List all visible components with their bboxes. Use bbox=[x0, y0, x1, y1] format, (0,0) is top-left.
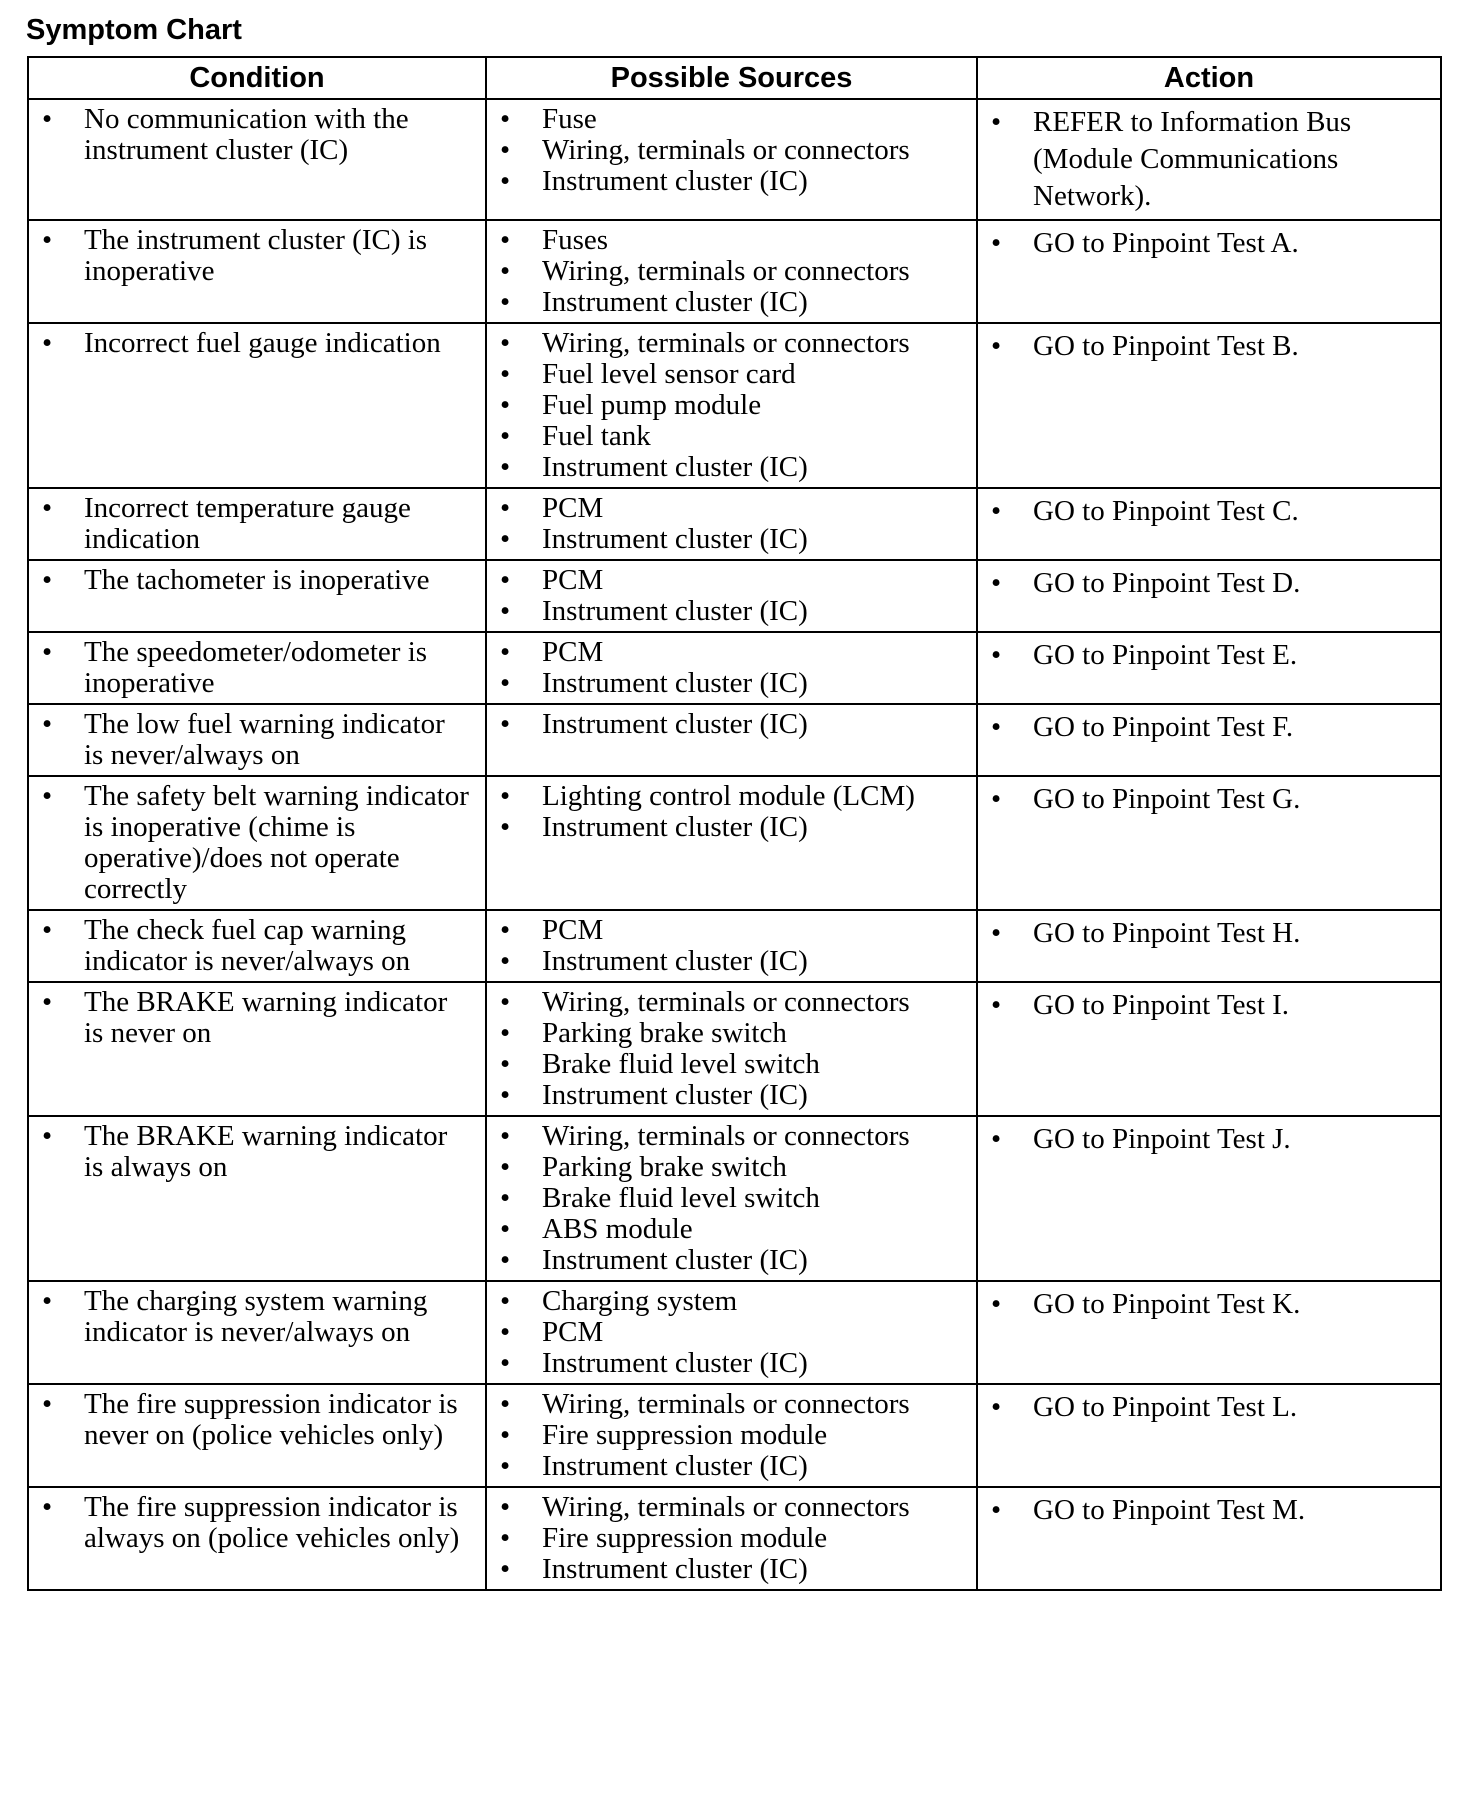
condition-text: • The low fuel warning indicator is never/always on bbox=[29, 709, 471, 771]
condition-text: • Incorrect temperature gauge indication bbox=[29, 493, 471, 555]
source-item: • Instrument cluster (IC) bbox=[487, 596, 962, 627]
action-cell bbox=[977, 323, 1441, 488]
table-row bbox=[28, 99, 1441, 220]
condition-cell bbox=[28, 1116, 486, 1281]
action-cell bbox=[977, 220, 1441, 323]
action-text: • GO to Pinpoint Test K. bbox=[978, 1286, 1426, 1323]
possible-sources-cell bbox=[486, 1487, 977, 1590]
action-text: • GO to Pinpoint Test M. bbox=[978, 1492, 1426, 1529]
possible-sources-cell bbox=[486, 632, 977, 704]
possible-sources-cell bbox=[486, 704, 977, 776]
table-row bbox=[28, 632, 1441, 704]
condition-text: • The fire suppression indicator is never on (police vehicles only) bbox=[29, 1389, 471, 1451]
table-row bbox=[28, 910, 1441, 982]
action-text: • GO to Pinpoint Test D. bbox=[978, 565, 1426, 602]
source-item: • Instrument cluster (IC) bbox=[487, 668, 962, 699]
condition-text: • No communication with the instrument cluster (IC) bbox=[29, 104, 471, 166]
action-text: • GO to Pinpoint Test H. bbox=[978, 915, 1426, 952]
action-cell bbox=[977, 1384, 1441, 1487]
source-item: • Fire suppression module bbox=[487, 1523, 962, 1554]
source-item: • Charging system bbox=[487, 1286, 962, 1317]
condition-text: • The fire suppression indicator is always on (police vehicles only) bbox=[29, 1492, 471, 1554]
condition-cell bbox=[28, 99, 486, 220]
table-row bbox=[28, 982, 1441, 1116]
possible-sources-cell bbox=[486, 560, 977, 632]
condition-cell bbox=[28, 1384, 486, 1487]
condition-cell bbox=[28, 632, 486, 704]
condition-cell bbox=[28, 1487, 486, 1590]
condition-cell bbox=[28, 910, 486, 982]
source-item: • Instrument cluster (IC) bbox=[487, 166, 962, 197]
action-cell bbox=[977, 910, 1441, 982]
action-text: • GO to Pinpoint Test B. bbox=[978, 328, 1426, 365]
source-item: • Instrument cluster (IC) bbox=[487, 1451, 962, 1482]
source-item: • Parking brake switch bbox=[487, 1152, 962, 1183]
condition-cell bbox=[28, 220, 486, 323]
source-item: • Wiring, terminals or connectors bbox=[487, 328, 962, 359]
source-item: • Instrument cluster (IC) bbox=[487, 1245, 962, 1276]
possible-sources-cell bbox=[486, 488, 977, 560]
condition-cell bbox=[28, 488, 486, 560]
condition-text: • The instrument cluster (IC) is inoperative bbox=[29, 225, 471, 287]
action-text: • GO to Pinpoint Test F. bbox=[978, 709, 1426, 746]
source-item: • PCM bbox=[487, 915, 962, 946]
source-item: • Instrument cluster (IC) bbox=[487, 946, 962, 977]
action-text: • GO to Pinpoint Test E. bbox=[978, 637, 1426, 674]
possible-sources-cell bbox=[486, 1384, 977, 1487]
action-text: • GO to Pinpoint Test L. bbox=[978, 1389, 1426, 1426]
table-row bbox=[28, 488, 1441, 560]
condition-header: Condition bbox=[28, 57, 486, 99]
source-item: • Fuel pump module bbox=[487, 390, 962, 421]
table-row bbox=[28, 1281, 1441, 1384]
action-cell bbox=[977, 488, 1441, 560]
action-cell bbox=[977, 632, 1441, 704]
source-item: • Brake fluid level switch bbox=[487, 1049, 962, 1080]
source-item: • Wiring, terminals or connectors bbox=[487, 1389, 962, 1420]
source-item: • Instrument cluster (IC) bbox=[487, 1554, 962, 1585]
source-item: • Lighting control module (LCM) bbox=[487, 781, 962, 812]
condition-text: • The safety belt warning indicator is inoperative (chime is operative)/does not operate correctly bbox=[29, 781, 471, 905]
source-item: • PCM bbox=[487, 1317, 962, 1348]
source-item: • Fire suppression module bbox=[487, 1420, 962, 1451]
source-item: • Wiring, terminals or connectors bbox=[487, 1492, 962, 1523]
source-item: • Instrument cluster (IC) bbox=[487, 1080, 962, 1111]
source-item: • Instrument cluster (IC) bbox=[487, 287, 962, 318]
source-item: • PCM bbox=[487, 565, 962, 596]
source-item: • Wiring, terminals or connectors bbox=[487, 256, 962, 287]
table-row bbox=[28, 1384, 1441, 1487]
action-cell bbox=[977, 704, 1441, 776]
source-item: • Parking brake switch bbox=[487, 1018, 962, 1049]
table-row bbox=[28, 776, 1441, 910]
chart-title: Symptom Chart bbox=[26, 14, 242, 46]
condition-text: • The check fuel cap warning indicator is never/always on bbox=[29, 915, 471, 977]
possible-sources-header: Possible Sources bbox=[486, 57, 977, 99]
possible-sources-cell bbox=[486, 220, 977, 323]
possible-sources-cell bbox=[486, 99, 977, 220]
table-row bbox=[28, 220, 1441, 323]
symptom-table bbox=[27, 56, 1442, 1591]
condition-text: • The tachometer is inoperative bbox=[29, 565, 471, 596]
possible-sources-cell bbox=[486, 1281, 977, 1384]
condition-cell bbox=[28, 323, 486, 488]
table-body bbox=[28, 99, 1441, 1590]
source-item: • PCM bbox=[487, 637, 962, 668]
source-item: • Wiring, terminals or connectors bbox=[487, 1121, 962, 1152]
possible-sources-cell bbox=[486, 323, 977, 488]
source-item: • Instrument cluster (IC) bbox=[487, 524, 962, 555]
table-row bbox=[28, 560, 1441, 632]
table-row bbox=[28, 704, 1441, 776]
source-item: • Wiring, terminals or connectors bbox=[487, 135, 962, 166]
table-row bbox=[28, 323, 1441, 488]
source-item: • Instrument cluster (IC) bbox=[487, 452, 962, 483]
action-cell bbox=[977, 982, 1441, 1116]
action-cell bbox=[977, 1487, 1441, 1590]
action-cell bbox=[977, 99, 1441, 220]
possible-sources-cell bbox=[486, 910, 977, 982]
table-row bbox=[28, 1116, 1441, 1281]
source-item: • Instrument cluster (IC) bbox=[487, 812, 962, 843]
action-cell bbox=[977, 1281, 1441, 1384]
action-text: • REFER to Information Bus (Module Communications Network). bbox=[978, 104, 1426, 215]
action-cell bbox=[977, 776, 1441, 910]
possible-sources-cell bbox=[486, 776, 977, 910]
condition-text: • Incorrect fuel gauge indication bbox=[29, 328, 471, 359]
source-item: • Fuel tank bbox=[487, 421, 962, 452]
action-text: • GO to Pinpoint Test G. bbox=[978, 781, 1426, 818]
header-row bbox=[28, 57, 1441, 99]
source-item: • Fuses bbox=[487, 225, 962, 256]
action-cell bbox=[977, 1116, 1441, 1281]
source-item: • Brake fluid level switch bbox=[487, 1183, 962, 1214]
source-item: • Fuse bbox=[487, 104, 962, 135]
condition-cell bbox=[28, 1281, 486, 1384]
condition-text: • The speedometer/odometer is inoperative bbox=[29, 637, 471, 699]
action-text: • GO to Pinpoint Test I. bbox=[978, 987, 1426, 1024]
condition-cell bbox=[28, 776, 486, 910]
condition-cell bbox=[28, 560, 486, 632]
action-cell bbox=[977, 560, 1441, 632]
action-text: • GO to Pinpoint Test A. bbox=[978, 225, 1426, 262]
condition-text: • The charging system warning indicator is never/always on bbox=[29, 1286, 471, 1348]
source-item: • Instrument cluster (IC) bbox=[487, 1348, 962, 1379]
table-row bbox=[28, 1487, 1441, 1590]
possible-sources-cell bbox=[486, 1116, 977, 1281]
condition-cell bbox=[28, 982, 486, 1116]
possible-sources-cell bbox=[486, 982, 977, 1116]
condition-text: • The BRAKE warning indicator is never on bbox=[29, 987, 471, 1049]
action-header: Action bbox=[977, 57, 1441, 99]
action-text: • GO to Pinpoint Test C. bbox=[978, 493, 1426, 530]
source-item: • Instrument cluster (IC) bbox=[487, 709, 962, 740]
action-text: • GO to Pinpoint Test J. bbox=[978, 1121, 1426, 1158]
source-item: • ABS module bbox=[487, 1214, 962, 1245]
condition-cell bbox=[28, 704, 486, 776]
source-item: • PCM bbox=[487, 493, 962, 524]
source-item: • Fuel level sensor card bbox=[487, 359, 962, 390]
condition-text: • The BRAKE warning indicator is always on bbox=[29, 1121, 471, 1183]
source-item: • Wiring, terminals or connectors bbox=[487, 987, 962, 1018]
